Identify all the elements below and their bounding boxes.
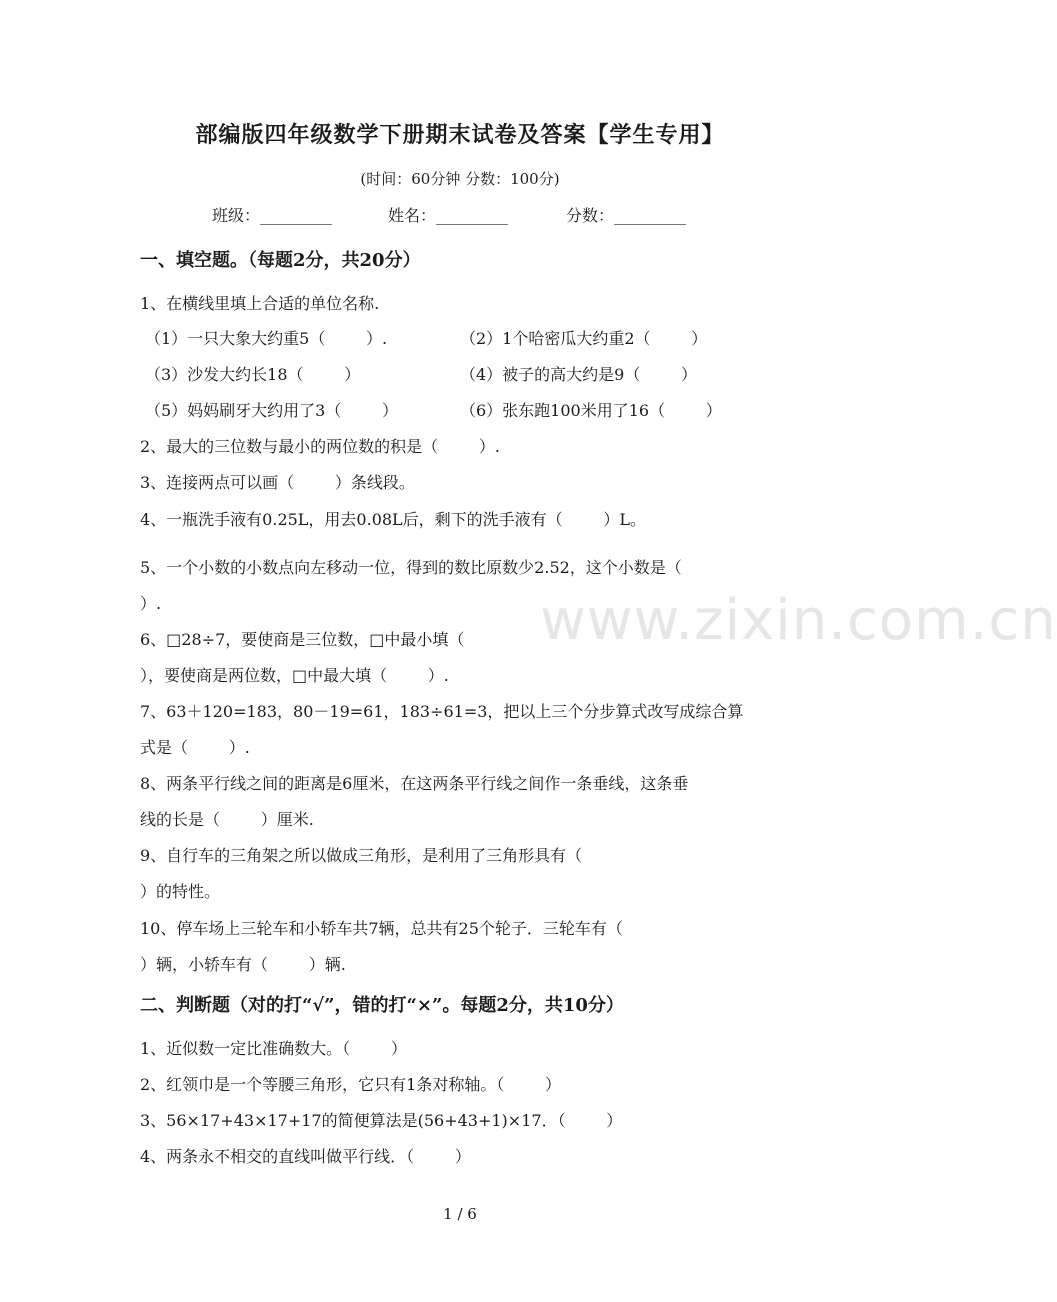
question-2: 2、最大的三位数与最小的两位数的积是（ ）. bbox=[140, 437, 500, 456]
question-7-line-1: 7、63＋120=183，80－19=61，183÷61=3，把以上三个分步算式改写成综合算 bbox=[140, 702, 744, 721]
question-3: 3、连接两点可以画（ ）条线段。 bbox=[140, 473, 415, 492]
question-1-item-3: （3）沙发大约长18（ ） bbox=[145, 365, 361, 384]
question-1-item-1: （1）一只大象大约重5（ ）. bbox=[145, 329, 388, 348]
question-10-line-1: 10、停车场上三轮车和小轿车共7辆，总共有25个轮子．三轮车有（ bbox=[140, 919, 623, 938]
question-7-line-2: 式是（ ）. bbox=[140, 738, 250, 757]
name-field[interactable]: 姓名：_________ bbox=[388, 206, 509, 225]
tf-question-4: 4、两条永不相交的直线叫做平行线．（ ） bbox=[140, 1147, 471, 1166]
question-6-line-2: ），要使商是两位数，□中最大填（ ）. bbox=[140, 666, 449, 685]
question-8-line-2: 线的长是（ ）厘米. bbox=[140, 810, 314, 829]
question-1-item-6: （6）张东跑100米用了16（ ） bbox=[460, 401, 722, 420]
question-1: 1、在横线里填上合适的单位名称. bbox=[140, 294, 380, 313]
question-4: 4、一瓶洗手液有0.25L，用去0.08L后，剩下的洗手液有（ ）L。 bbox=[140, 510, 646, 529]
tf-question-2: 2、红领巾是一个等腰三角形，它只有1条对称轴。（ ） bbox=[140, 1075, 562, 1094]
question-1-item-5: （5）妈妈刷牙大约用了3（ ） bbox=[145, 401, 399, 420]
tf-question-3: 3、56×17+43×17+17的简便算法是(56+43+1)×17．（ ） bbox=[140, 1111, 623, 1130]
question-5-line-1: 5、一个小数的小数点向左移动一位，得到的数比原数少2.52，这个小数是（ bbox=[140, 558, 682, 577]
section-heading-fill-in: 一、填空题。（每题2分，共20分） bbox=[140, 250, 421, 271]
question-5-line-2: ）. bbox=[140, 594, 162, 613]
watermark: www.zixin.com.cn bbox=[540, 588, 1057, 653]
question-9-line-1: 9、自行车的三角架之所以做成三角形，是利用了三角形具有（ bbox=[140, 846, 583, 865]
class-field[interactable]: 班级：_________ bbox=[212, 206, 333, 225]
question-8-line-1: 8、两条平行线之间的距离是6厘米，在这两条平行线之间作一条垂线，这条垂 bbox=[140, 774, 689, 793]
page-number: 1 / 6 bbox=[443, 1205, 477, 1223]
section-heading-true-false: 二、判断题（对的打“√”，错的打“×”。每题2分，共10分） bbox=[140, 995, 624, 1016]
question-1-item-2: （2）1个哈密瓜大约重2（ ） bbox=[460, 329, 708, 348]
question-1-item-4: （4）被子的高大约是9（ ） bbox=[460, 365, 698, 384]
question-10-line-2: ）辆，小轿车有（ ）辆. bbox=[140, 955, 346, 974]
exam-time-score: (时间：60分钟 分数：100分) bbox=[360, 170, 560, 188]
score-field[interactable]: 分数：_________ bbox=[566, 206, 687, 225]
page-title: 部编版四年级数学下册期末试卷及答案【学生专用】 bbox=[195, 122, 725, 148]
question-6-line-1: 6、□28÷7，要使商是三位数，□中最小填（ bbox=[140, 630, 465, 649]
question-9-line-2: ）的特性。 bbox=[140, 882, 221, 901]
tf-question-1: 1、近似数一定比准确数大。（ ） bbox=[140, 1039, 407, 1058]
